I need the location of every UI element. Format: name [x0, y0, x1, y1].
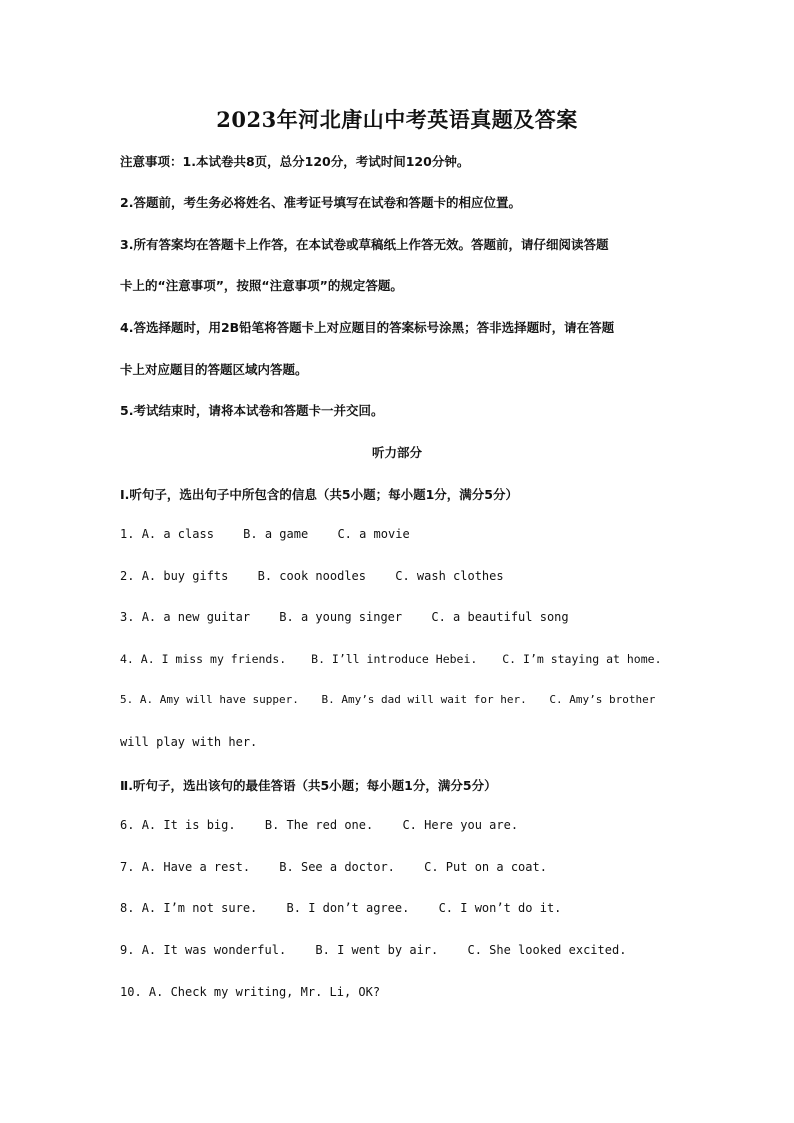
option-a: A. buy gifts [141, 569, 229, 583]
option-b: B. The red one. [264, 818, 374, 832]
option-b: B. I don’t agree. [286, 901, 410, 915]
option-a: A. It was wonderful. [141, 943, 287, 957]
option-b: B. I went by air. [315, 943, 439, 957]
option-b: B. See a doctor. [279, 860, 395, 874]
notice-line-5: 4.答选择题时，用2B铅笔将答题卡上对应题目的答案标号涂黑；答非选择题时，请在答题 [120, 320, 615, 335]
question-number: 1. [120, 527, 135, 541]
question-1 [120, 527, 410, 541]
question-5-continuation: will play with her. [120, 735, 258, 749]
option-c: C. I won’t do it. [438, 901, 562, 915]
page-title: 2023年河北唐山中考英语真题及答案 [216, 107, 578, 132]
option-a: A. It is big. [141, 818, 236, 832]
option-a: A. a new guitar [141, 610, 251, 624]
question-10: 10. A. Check my writing, Mr. Li, OK? [120, 985, 381, 999]
question-4 [120, 652, 662, 666]
option-c: C. I’m staying at home. [502, 652, 662, 666]
part1-heading: Ⅰ.听句子，选出句子中所包含的信息（共5小题；每小题1分，满分5分） [120, 487, 518, 502]
notice-line-4: 卡上的“注意事项”，按照“注意事项”的规定答题。 [120, 278, 403, 293]
option-c: C. Put on a coat. [424, 860, 547, 874]
question-number: 8. [120, 901, 135, 915]
notice-line-7: 5.考试结束时，请将本试卷和答题卡一并交回。 [120, 403, 384, 418]
question-3 [120, 610, 569, 624]
section-title: 听力部分 [371, 445, 422, 460]
option-a: A. I’m not sure. [141, 901, 258, 915]
option-b: B. Amy’s dad will wait for her. [321, 693, 527, 706]
question-5 [120, 693, 655, 706]
question-9 [120, 943, 626, 957]
option-c: C. wash clothes [395, 569, 504, 583]
question-number: 5. [120, 693, 134, 706]
notice-line-1: 注意事项：1.本试卷共8页，总分120分，考试时间120分钟。 [120, 154, 470, 169]
option-b: B. a game [243, 527, 309, 541]
option-c: C. a beautiful song [431, 610, 569, 624]
option-a: A. I miss my friends. [140, 652, 287, 666]
option-c: C. Amy’s brother [549, 693, 656, 706]
option-a: A. Have a rest. [141, 860, 251, 874]
question-number: 4. [120, 652, 134, 666]
notice-line-3: 3.所有答案均在答题卡上作答，在本试卷或草稿纸上作答无效。答题前，请仔细阅读答题 [120, 237, 609, 252]
question-number: 2. [120, 569, 135, 583]
part2-heading: Ⅱ.听句子，选出该句的最佳答语（共5小题；每小题1分，满分5分） [120, 778, 497, 793]
question-number: 6. [120, 818, 135, 832]
option-c: C. Here you are. [402, 818, 519, 832]
option-c: C. a movie [337, 527, 410, 541]
question-8 [120, 901, 561, 915]
question-number: 9. [120, 943, 135, 957]
option-a: A. Amy will have supper. [139, 693, 299, 706]
notice-line-6: 卡上对应题目的答题区域内答题。 [120, 362, 308, 377]
option-c: C. She looked excited. [467, 943, 627, 957]
question-7 [120, 860, 547, 874]
notice-line-2: 2.答题前，考生务必将姓名、准考证号填写在试卷和答题卡的相应位置。 [120, 195, 521, 210]
question-2 [120, 569, 504, 583]
option-b: B. I’ll introduce Hebei. [311, 652, 478, 666]
question-6 [120, 818, 518, 832]
question-number: 3. [120, 610, 135, 624]
question-number: 7. [120, 860, 135, 874]
option-a: A. a class [141, 527, 214, 541]
option-b: B. cook noodles [257, 569, 366, 583]
option-b: B. a young singer [279, 610, 403, 624]
